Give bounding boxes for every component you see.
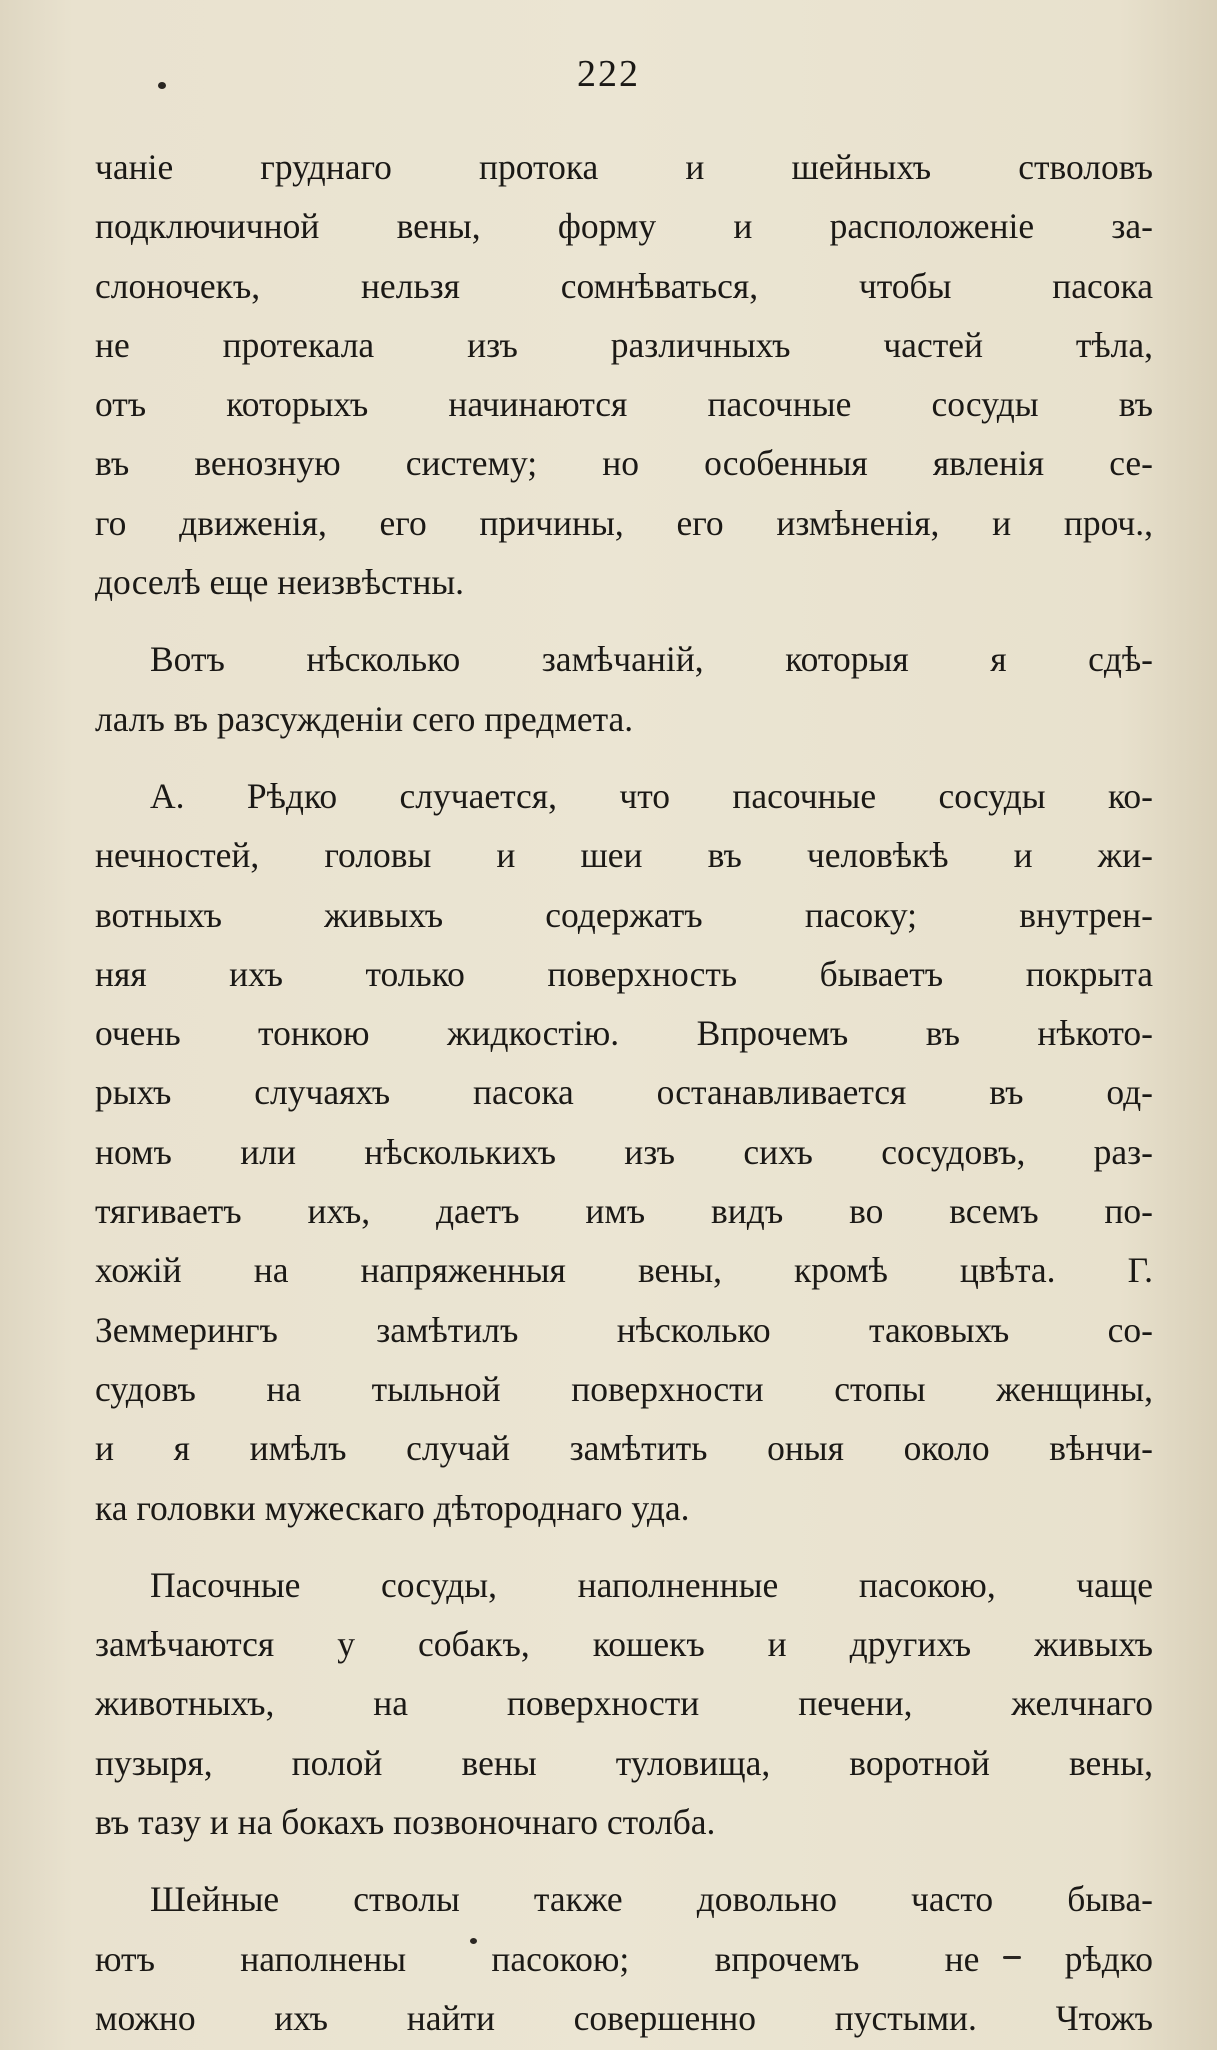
paragraph <box>95 1870 1153 2048</box>
text-line: лалъ въ разсужденіи сего предмета. <box>95 698 634 739</box>
text-line: Вотъ нѣсколько замѣчаній, которыя я сдѣ- <box>150 639 1153 680</box>
text-line: судовъ на тыльной поверхности стопы женщины, <box>95 1368 1153 1409</box>
text-line: и я имѣлъ случай замѣтить оныя около вѣнчи- <box>95 1428 1153 1469</box>
text-line: отъ которыхъ начинаются пасочные сосуды въ <box>95 384 1153 425</box>
text-line: няя ихъ только поверхность бываетъ покрыта <box>95 953 1153 994</box>
text-line: доселѣ еще неизвѣстны. <box>95 562 465 603</box>
text-line: можно ихъ найти совершенно пустыми. Чтожъ <box>95 1997 1153 2038</box>
text-line: не протекала изъ различныхъ частей тѣла, <box>95 324 1153 365</box>
text-line: Пасочные сосуды, наполненные пасокою, чаще <box>150 1564 1153 1605</box>
paragraph <box>95 1556 1153 1852</box>
text-line: въ тазу и на бокахъ позвоночнаго столба. <box>95 1802 716 1843</box>
text-line: Шейные стволы также довольно часто быва- <box>150 1879 1153 1920</box>
paragraph-gap <box>95 612 1153 630</box>
text-line: ютъ наполнены пасокою; впрочемъ не рѣдко <box>95 1938 1153 1979</box>
text-line: пузыря, полой вены туловища, воротной вены, <box>95 1742 1153 1783</box>
text-line: го движенія, его причины, его измѣненія, и проч., <box>95 502 1153 543</box>
text-line: вотныхъ живыхъ содержатъ пасоку; внутрен- <box>95 894 1153 935</box>
text-line: А. Рѣдко случается, что пасочные сосуды ко- <box>150 775 1153 816</box>
text-line: очень тонкою жидкостію. Впрочемъ въ нѣкото- <box>95 1013 1153 1054</box>
ink-speck <box>158 82 166 89</box>
text-line: слоночекъ, нельзя сомнѣваться, чтобы пасока <box>95 265 1153 306</box>
paragraph-gap <box>95 749 1153 767</box>
paragraph <box>95 138 1153 612</box>
body-text <box>95 138 1153 2048</box>
paragraph <box>95 767 1153 1538</box>
paragraph-gap <box>95 1852 1153 1870</box>
text-line: въ венозную систему; но особенныя явленія се- <box>95 443 1153 484</box>
text-line: хожій на напряженныя вены, кромѣ цвѣта. Г. <box>95 1250 1153 1291</box>
text-line: номъ или нѣсколькихъ изъ сихъ сосудовъ, раз- <box>95 1131 1153 1172</box>
text-line: рыхъ случаяхъ пасока останавливается въ од- <box>95 1072 1153 1113</box>
text-line: животныхъ, на поверхности печени, желчнаго <box>95 1683 1153 1724</box>
text-line: Земмерингъ замѣтилъ нѣсколько таковыхъ со- <box>95 1309 1153 1350</box>
text-line: тягиваетъ ихъ, даетъ имъ видъ во всемъ по- <box>95 1191 1153 1232</box>
text-line: нечностей, головы и шеи въ человѣкѣ и жи- <box>95 835 1153 876</box>
text-line: чаніе груднаго протока и шейныхъ стволовъ <box>95 147 1153 187</box>
text-line: замѣчаются у собакъ, кошекъ и другихъ живыхъ <box>95 1624 1153 1665</box>
paragraph-gap <box>95 1538 1153 1556</box>
text-line: подключичной вены, форму и расположеніе за- <box>95 206 1153 247</box>
paragraph <box>95 630 1153 749</box>
page-number: 222 <box>577 53 640 95</box>
text-line: ка головки мужескаго дѣтороднаго уда. <box>95 1487 690 1528</box>
